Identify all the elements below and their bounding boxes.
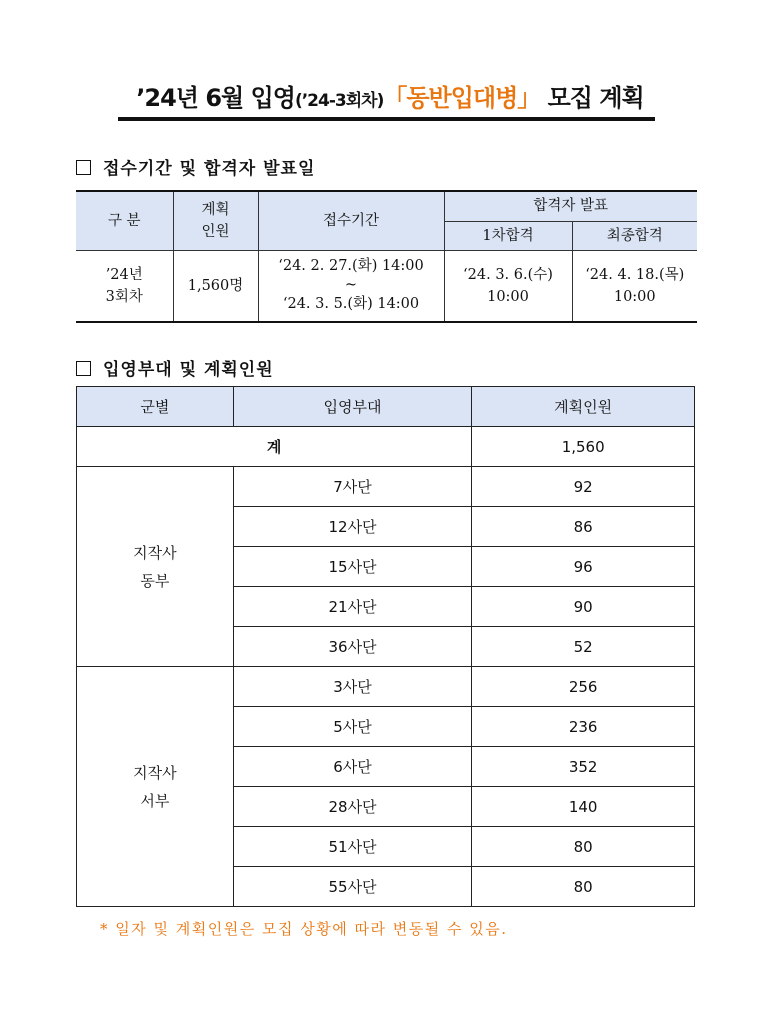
header-period: 접수기간 — [258, 191, 444, 250]
footnote: * 일자 및 계획인원은 모집 상황에 따라 변동될 수 있음. — [100, 920, 508, 938]
header-final-pass: 최종합격 — [572, 221, 697, 250]
title-round: (’24-3회차) — [294, 91, 384, 111]
header-first-pass: 1차합격 — [444, 221, 572, 250]
planned-cell: 80 — [472, 867, 695, 907]
table-row — [77, 387, 695, 427]
header-planned: 계획인원 — [472, 387, 695, 427]
unit-cell: 6사단 — [233, 747, 472, 787]
planned-cell: 352 — [472, 747, 695, 787]
total-label: 계 — [77, 427, 472, 467]
title-underline — [118, 117, 655, 121]
unit-cell: 51사단 — [233, 827, 472, 867]
checkbox-square-icon — [76, 160, 91, 175]
table-row-total — [77, 427, 695, 467]
checkbox-square-icon — [76, 361, 91, 376]
units-table — [76, 386, 695, 907]
unit-cell: 5사단 — [233, 707, 472, 747]
section-heading-schedule: 접수기간 및 합격자 발표일 — [76, 154, 315, 179]
planned-cell: 1,560명 — [173, 250, 258, 322]
table-row — [76, 250, 697, 322]
planned-cell: 52 — [472, 627, 695, 667]
planned-cell: 92 — [472, 467, 695, 507]
final-pass-cell: ‘24. 4. 18.(목) 10:00 — [572, 250, 697, 322]
header-announcement: 합격자 발표 — [444, 191, 697, 221]
planned-cell: 90 — [472, 587, 695, 627]
planned-cell: 96 — [472, 547, 695, 587]
schedule-table — [76, 190, 697, 323]
unit-cell: 15사단 — [233, 547, 472, 587]
unit-cell: 36사단 — [233, 627, 472, 667]
unit-cell: 7사단 — [233, 467, 472, 507]
unit-cell: 28사단 — [233, 787, 472, 827]
planned-cell: 86 — [472, 507, 695, 547]
round-cell: ’24년 3회차 — [76, 250, 173, 322]
group-label-east: 지작사 동부 — [77, 467, 234, 667]
header-group: 군별 — [77, 387, 234, 427]
planned-cell: 236 — [472, 707, 695, 747]
planned-cell: 256 — [472, 667, 695, 707]
unit-cell: 21사단 — [233, 587, 472, 627]
first-pass-cell: ‘24. 3. 6.(수) 10:00 — [444, 250, 572, 322]
group-label-west: 지작사 서부 — [77, 667, 234, 907]
unit-cell: 3사단 — [233, 667, 472, 707]
unit-cell: 12사단 — [233, 507, 472, 547]
period-cell: ‘24. 2. 27.(화) 14:00 ~ ‘24. 3. 5.(화) 14:00 — [258, 250, 444, 322]
header-category: 구 분 — [76, 191, 173, 250]
title-highlight: 「동반입대병」 — [383, 84, 541, 112]
total-value: 1,560 — [472, 427, 695, 467]
table-row — [76, 191, 697, 221]
unit-cell: 55사단 — [233, 867, 472, 907]
header-unit: 입영부대 — [233, 387, 472, 427]
title-main: ’24년 6월 입영 — [136, 84, 295, 112]
table-row — [77, 667, 695, 707]
table-row — [77, 467, 695, 507]
section-heading-units: 입영부대 및 계획인원 — [76, 355, 274, 380]
page-title — [120, 78, 660, 113]
planned-cell: 80 — [472, 827, 695, 867]
header-planned: 계획 인원 — [173, 191, 258, 250]
title-suffix: 모집 계획 — [540, 84, 644, 112]
planned-cell: 140 — [472, 787, 695, 827]
